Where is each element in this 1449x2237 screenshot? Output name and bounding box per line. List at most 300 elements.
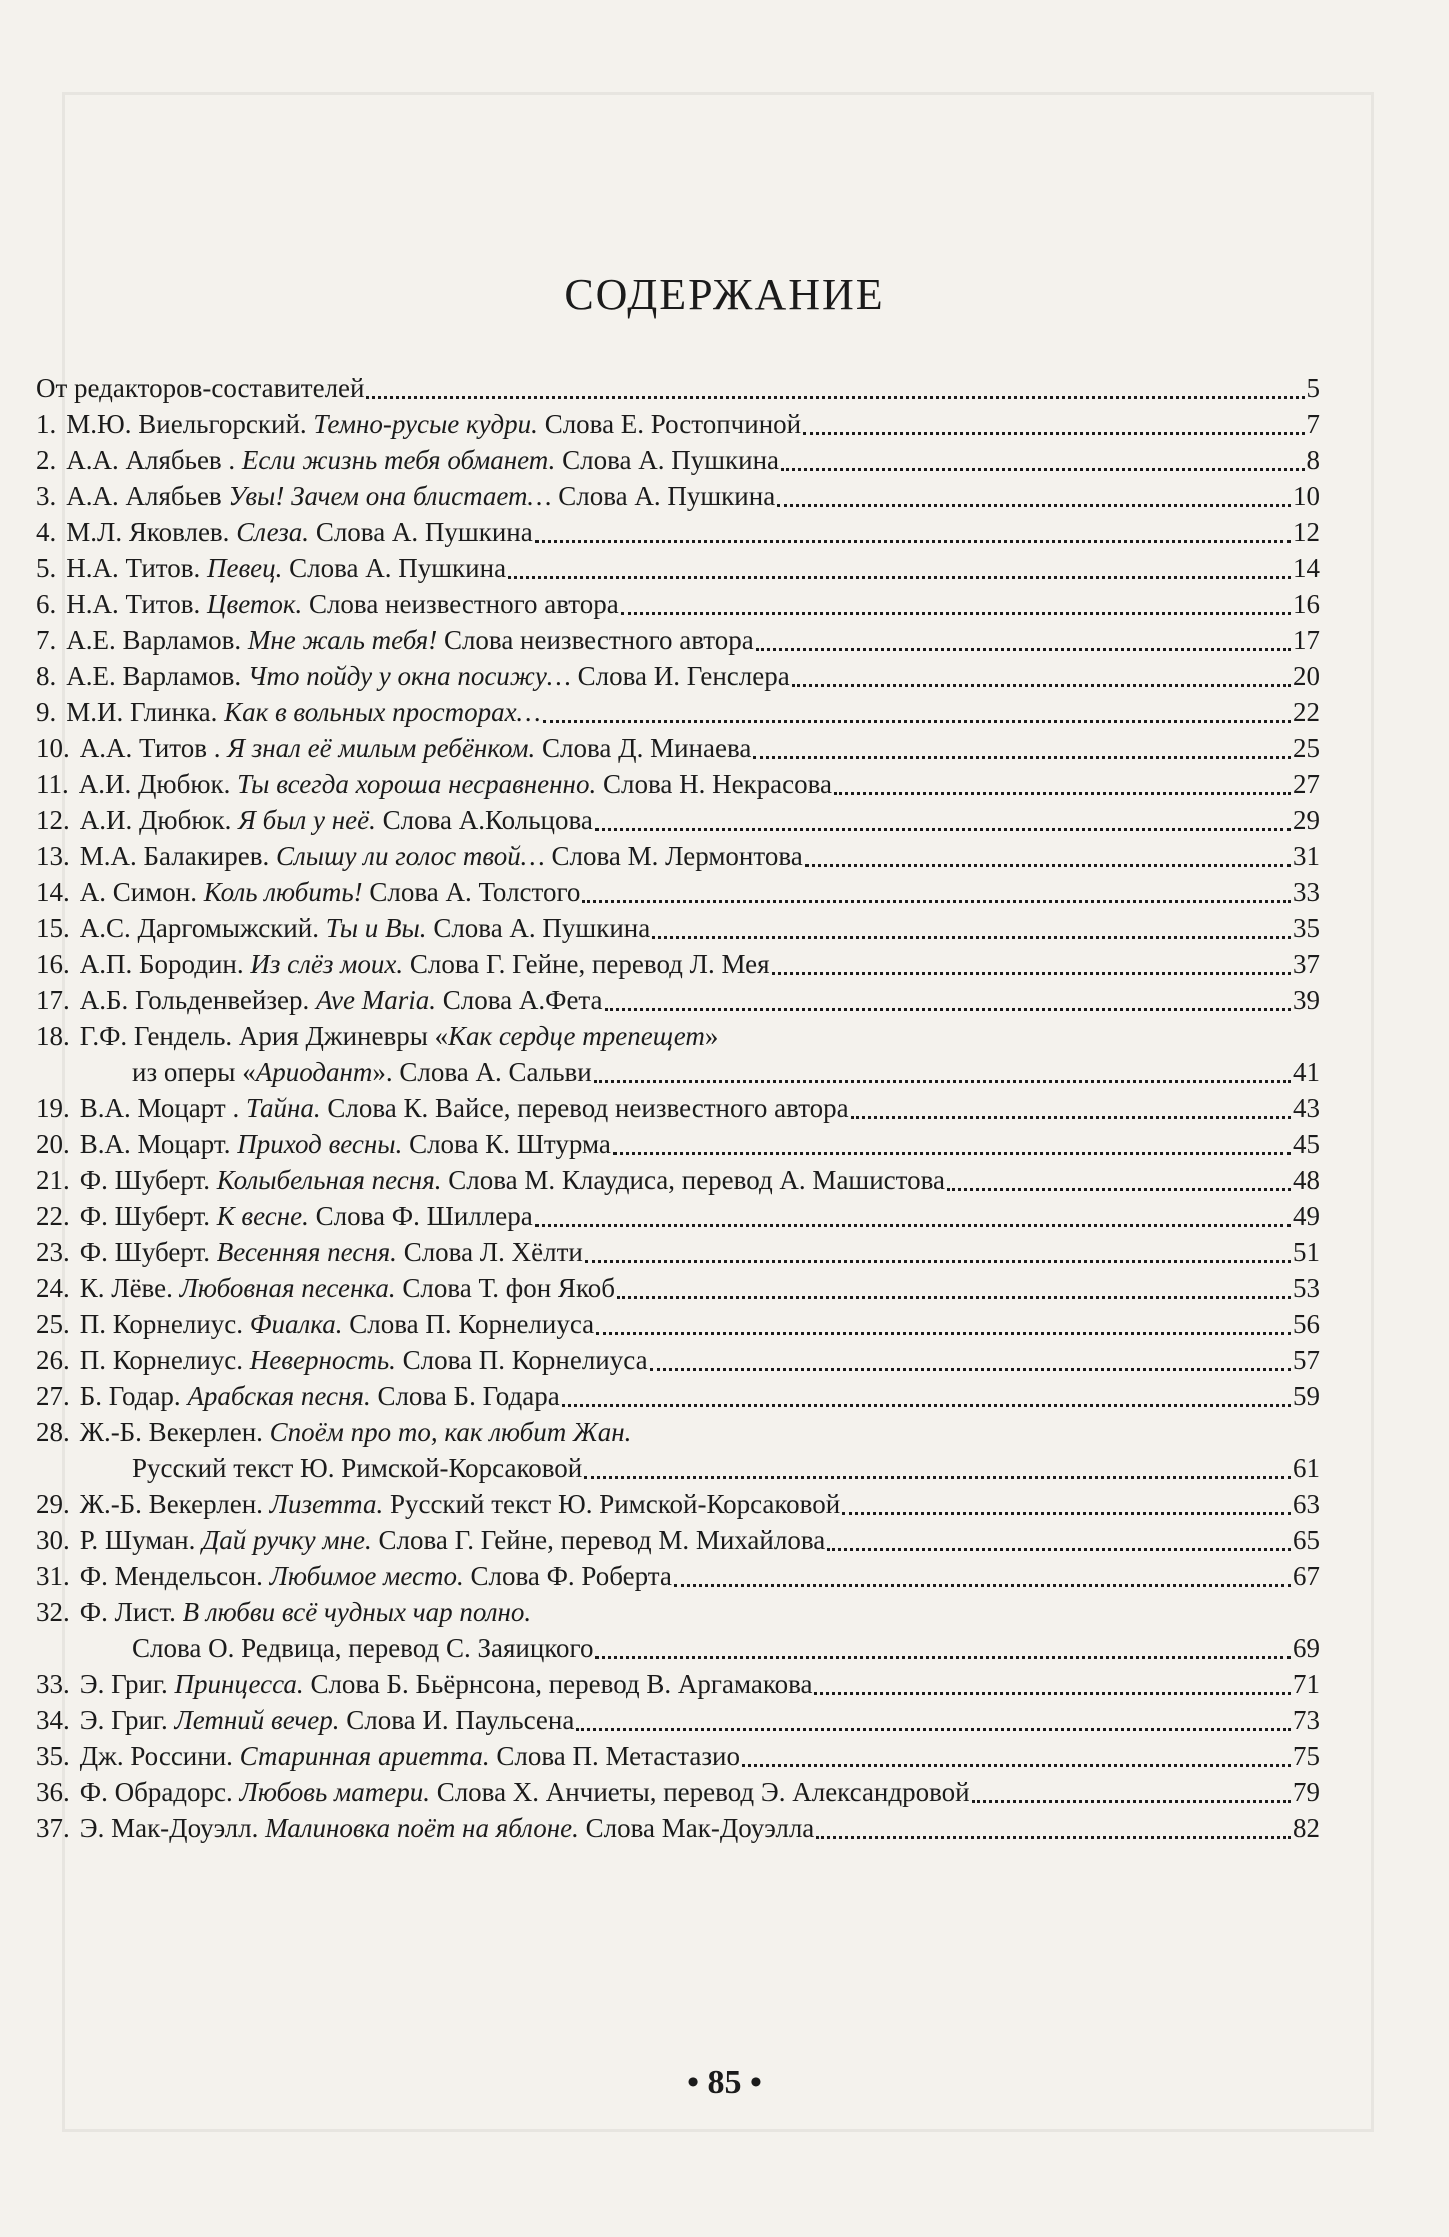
toc-entry-work-title: Я был у неё. xyxy=(238,805,376,835)
toc-entry xyxy=(36,1774,1320,1810)
toc-entry-work-title: Слеза. xyxy=(236,517,310,547)
toc-entry-author: А.А. Алябьев . xyxy=(66,445,242,475)
toc-entry-credits: Слова М. Лермонтова xyxy=(544,841,803,871)
toc-entry-text xyxy=(36,802,593,838)
toc-entry xyxy=(36,838,1320,874)
toc-entry-number: 20. xyxy=(36,1129,70,1159)
toc-entry-text xyxy=(36,550,506,586)
dot-leader xyxy=(562,1404,1291,1407)
toc-entry-number: 36. xyxy=(36,1777,70,1807)
toc-entry xyxy=(36,1378,1320,1414)
toc-entry-author: Ж.-Б. Векерлен. xyxy=(79,1417,270,1447)
dot-leader xyxy=(756,648,1291,651)
toc-entry-number: 35. xyxy=(36,1741,70,1771)
toc-entry-work-title: Как в вольных просторах… xyxy=(224,697,541,727)
toc-entry-page: 33 xyxy=(1293,877,1320,907)
toc-entry-author: А.И. Дюбюк. xyxy=(78,769,238,799)
toc-entry-work-title: Из слёз моих. xyxy=(250,949,404,979)
toc-entry-credits: Слова Ф. Роберта xyxy=(463,1561,672,1591)
toc-entry-page: 29 xyxy=(1293,805,1320,835)
toc-entry-work-title: Фиалка. xyxy=(249,1309,343,1339)
toc-entry-text xyxy=(36,1486,840,1522)
toc-entry-work-title: Приход весны. xyxy=(237,1129,403,1159)
toc-entry-page: 35 xyxy=(1293,913,1320,943)
toc-entry-number: 18. xyxy=(36,1021,70,1051)
toc-entry-credits: Слова А.Фета xyxy=(436,985,603,1015)
toc-entry-credits: Слова Г. Гейне, перевод Л. Мея xyxy=(403,949,770,979)
toc-entry-page: 22 xyxy=(1293,697,1320,727)
toc-entry-number: 13. xyxy=(36,841,70,871)
toc-entry-work-title: Ариодант xyxy=(255,1057,373,1087)
toc-entry-number: 26. xyxy=(36,1345,70,1375)
toc-entry-number: 23. xyxy=(36,1237,70,1267)
toc-entry-text xyxy=(36,1450,582,1486)
toc-entry-number: 15. xyxy=(36,913,70,943)
toc-entry-number: 2. xyxy=(36,445,57,475)
toc-entry-number: 28. xyxy=(36,1417,70,1447)
toc-entry-number: 19. xyxy=(36,1093,70,1123)
toc-entry-work-title: Дай ручку мне. xyxy=(202,1525,372,1555)
dot-leader xyxy=(792,684,1291,687)
toc-entry xyxy=(36,658,1320,694)
toc-entry xyxy=(36,1054,1320,1090)
toc-entry-credits: Слова Л. Хёлти xyxy=(396,1237,583,1267)
toc-entry-work-title: В любви всё чудных чар полно. xyxy=(182,1597,532,1627)
toc-entry-credits: Слова неизвестного автора xyxy=(302,589,619,619)
dot-leader xyxy=(814,1692,1291,1695)
dot-leader xyxy=(596,1332,1291,1335)
toc-entry xyxy=(36,1306,1320,1342)
toc-entry-work-title: Любовь матери. xyxy=(239,1777,430,1807)
toc-entry-text xyxy=(36,874,580,910)
toc-entry-number: 17. xyxy=(36,985,70,1015)
toc-entry-text xyxy=(36,946,770,982)
toc-entry-work-title: Малиновка поёт на яблоне. xyxy=(265,1813,579,1843)
toc-entry-credits: Слова Г. Гейне, перевод М. Михайлова xyxy=(371,1525,826,1555)
toc-entry-text xyxy=(36,442,779,478)
toc-entry-author: К. Лёве. xyxy=(79,1273,180,1303)
toc-entry-text xyxy=(36,730,751,766)
toc-entry-text xyxy=(36,1630,593,1666)
toc-entry-number: 8. xyxy=(36,661,57,691)
toc-entry-work-title: Споём про то, как любит Жан. xyxy=(269,1417,632,1447)
toc-entry-work-title: К весне. xyxy=(216,1201,309,1231)
toc-entry-author: Э. Григ. xyxy=(79,1669,175,1699)
toc-entry-number: 12. xyxy=(36,805,70,835)
toc-entry-text xyxy=(36,514,533,550)
toc-entry-text xyxy=(36,622,754,658)
toc-entry-text xyxy=(36,766,832,802)
toc-entry-credits: Слова Ф. Шиллера xyxy=(308,1201,533,1231)
toc-entry xyxy=(36,910,1320,946)
dot-leader xyxy=(805,864,1291,867)
toc-entry-page: 14 xyxy=(1293,553,1320,583)
toc-entry-author: А.Е. Варламов. xyxy=(66,661,248,691)
toc-entry-text xyxy=(36,586,619,622)
toc-entry-number: 34. xyxy=(36,1705,70,1735)
dot-leader xyxy=(366,396,1304,399)
toc-entry-author: Дж. Россини. xyxy=(79,1741,240,1771)
toc-entry-number: 4. xyxy=(36,517,57,547)
toc-entry-author: Н.А. Титов. xyxy=(66,553,207,583)
toc-entry-page: 8 xyxy=(1306,445,1320,475)
dot-leader xyxy=(535,1224,1291,1227)
toc-entry-text xyxy=(36,1234,583,1270)
toc-entry-author: А.Е. Варламов. xyxy=(66,625,248,655)
toc-entry-number: 1. xyxy=(36,409,57,439)
toc-entry-credits: Слова П. Метастазио xyxy=(489,1741,740,1771)
toc-entry-number: 22. xyxy=(36,1201,70,1231)
toc-entry-work-title: Что пойду у окна посижу… xyxy=(247,661,571,691)
toc-entry-text xyxy=(36,1342,648,1378)
toc-entry-credits: Слова Д. Минаева xyxy=(535,733,752,763)
toc-entry-page: 5 xyxy=(1306,373,1320,403)
toc-entry-author: Ж.-Б. Векерлен. xyxy=(79,1489,270,1519)
toc-entry-page: 17 xyxy=(1293,625,1320,655)
toc-entry-author: Ф. Мендельсон. xyxy=(79,1561,270,1591)
dot-leader xyxy=(543,720,1291,723)
toc-entry xyxy=(36,586,1320,622)
toc-entry-number: 32. xyxy=(36,1597,70,1627)
toc-entry-text xyxy=(36,1414,631,1450)
toc-entry-credits: Слова А. Пушкина xyxy=(551,481,776,511)
toc-entry-page: 12 xyxy=(1293,517,1320,547)
dot-leader xyxy=(508,576,1291,579)
toc-entry xyxy=(36,514,1320,550)
toc-entry-work-title: Тайна. xyxy=(245,1093,321,1123)
toc-entry-page: 71 xyxy=(1293,1669,1320,1699)
dot-leader xyxy=(652,936,1291,939)
toc-entry-credits: Слова Т. фон Якоб xyxy=(395,1273,615,1303)
toc-entry-number: 11. xyxy=(36,769,69,799)
toc-entry-credits: Слова А. Пушкина xyxy=(282,553,507,583)
toc-entry-number: 31. xyxy=(36,1561,70,1591)
toc-entry xyxy=(36,478,1320,514)
toc-entry-page: 41 xyxy=(1293,1057,1320,1087)
toc-entry-text xyxy=(36,1162,945,1198)
toc-entry-page: 27 xyxy=(1293,769,1320,799)
toc-entry-credits: Слова Мак-Доуэлла xyxy=(578,1813,815,1843)
toc-entry-credits: Слова А. Пушкина xyxy=(555,445,780,475)
toc-entry-text xyxy=(36,1702,574,1738)
toc-entry-text xyxy=(36,1018,718,1054)
toc-entry xyxy=(36,622,1320,658)
toc-entry-author: А. Симон. xyxy=(79,877,204,907)
toc-entry-credits: Слова А. Пушкина xyxy=(309,517,533,547)
toc-entry-work-title: Если жизнь тебя обманет. xyxy=(241,445,556,475)
toc-entry-work-title: Коль любить! xyxy=(203,877,363,907)
toc-entry-page: 57 xyxy=(1293,1345,1320,1375)
toc-entry-work-title: Неверность. xyxy=(249,1345,396,1375)
dot-leader xyxy=(584,1476,1291,1479)
dot-leader xyxy=(613,1152,1291,1155)
toc-entry-work-title: Арабская песня. xyxy=(187,1381,371,1411)
dot-leader xyxy=(947,1188,1291,1191)
toc-entry xyxy=(36,1666,1320,1702)
toc-entry-number: 33. xyxy=(36,1669,70,1699)
toc-entry-credits: Слова Е. Ростопчиной xyxy=(537,409,802,439)
toc-entry-author: Г.Ф. Гендель. Ария Джиневры « xyxy=(79,1021,449,1051)
toc-entry-page: 48 xyxy=(1293,1165,1320,1195)
toc-entry-author: Э. Мак-Доуэлл. xyxy=(79,1813,266,1843)
toc-entry-text xyxy=(36,1558,672,1594)
toc-entry-author: М.Ю. Виельгорский. xyxy=(66,409,314,439)
toc-entry-text xyxy=(36,478,775,514)
toc-entry-author: Ф. Шуберт. xyxy=(79,1201,217,1231)
dot-leader xyxy=(650,1368,1291,1371)
toc-entry-author: А.А. Алябьев xyxy=(66,481,229,511)
dot-leader xyxy=(595,828,1291,831)
toc-entry-page: 51 xyxy=(1293,1237,1320,1267)
toc-entry-work-title: Ты всегда хороша несравненно. xyxy=(237,769,597,799)
dot-leader xyxy=(535,540,1291,543)
toc-entry xyxy=(36,766,1320,802)
toc-entry-number: 25. xyxy=(36,1309,70,1339)
toc-entry-work-title: Колыбельная песня. xyxy=(216,1165,442,1195)
dot-leader xyxy=(834,792,1291,795)
toc-entry-page: 82 xyxy=(1293,1813,1320,1843)
toc-entry-credits: Слова Н. Некрасова xyxy=(596,769,833,799)
toc-entry-author: Русский текст Ю. Римской-Корсаковой xyxy=(132,1453,583,1483)
toc-entry-work-title: Слышу ли голос твой… xyxy=(276,841,545,871)
toc-entry-text xyxy=(36,838,803,874)
toc-entry-author: В.А. Моцарт . xyxy=(79,1093,246,1123)
toc-entry xyxy=(36,370,1320,406)
toc-entry-credits: Слова М. Клаудиса, перевод А. Машистова xyxy=(441,1165,945,1195)
toc-entry xyxy=(36,1270,1320,1306)
toc-entry-credits: ». Слова А. Сальви xyxy=(372,1057,592,1087)
toc-entry-page: 67 xyxy=(1293,1561,1320,1591)
toc-entry-work-title: Темно-русые кудри. xyxy=(313,409,538,439)
toc-entry xyxy=(36,1126,1320,1162)
dot-leader xyxy=(851,1116,1291,1119)
dot-leader xyxy=(972,1800,1291,1803)
toc-entry-author: Ф. Шуберт. xyxy=(79,1237,217,1267)
toc-entry-page: 43 xyxy=(1293,1093,1320,1123)
toc-entry-page: 39 xyxy=(1293,985,1320,1015)
toc-entry-number: 24. xyxy=(36,1273,70,1303)
toc-entry-author: из оперы « xyxy=(132,1057,256,1087)
toc-entry-credits: Русский текст Ю. Римской-Корсаковой xyxy=(383,1489,841,1519)
toc-entry-work-title: Любимое место. xyxy=(269,1561,464,1591)
toc-entry-credits: Слова И. Паульсена xyxy=(339,1705,575,1735)
toc-entry-page: 56 xyxy=(1293,1309,1320,1339)
toc-entry-author: В.А. Моцарт. xyxy=(79,1129,238,1159)
toc-entry-work-title: Старинная ариетта. xyxy=(239,1741,490,1771)
toc-entry-text xyxy=(36,694,541,730)
toc-entry-credits: Слова П. Корнелиуса xyxy=(342,1309,595,1339)
toc-entry-author: А.А. Титов . xyxy=(79,733,228,763)
toc-entry-page: 73 xyxy=(1293,1705,1320,1735)
toc-entry-number: 9. xyxy=(36,697,57,727)
toc-entry xyxy=(36,1018,1320,1054)
toc-entry-page: 65 xyxy=(1293,1525,1320,1555)
dot-leader xyxy=(777,504,1291,507)
toc-entry-page: 63 xyxy=(1293,1489,1320,1519)
toc-entry-number: 29. xyxy=(36,1489,70,1519)
toc-entry xyxy=(36,1558,1320,1594)
toc-entry-author: Слова О. Редвица, перевод С. Заяицкого xyxy=(132,1633,594,1663)
dot-leader xyxy=(617,1296,1291,1299)
toc-entry-text xyxy=(36,406,801,442)
toc-entry-page: 59 xyxy=(1293,1381,1320,1411)
toc-entry-credits: Слова П. Корнелиуса xyxy=(395,1345,648,1375)
toc-entry-number: 6. xyxy=(36,589,57,619)
toc-entry xyxy=(36,550,1320,586)
dot-leader xyxy=(576,1728,1291,1731)
toc-entry xyxy=(36,946,1320,982)
toc-entry-author: Н.А. Титов. xyxy=(66,589,207,619)
toc-entry xyxy=(36,1810,1320,1846)
toc-entry-author: П. Корнелиус. xyxy=(79,1309,250,1339)
dot-leader xyxy=(605,1008,1291,1011)
toc-entry-number: 3. xyxy=(36,481,57,511)
dot-leader xyxy=(842,1512,1291,1515)
toc-entry xyxy=(36,1738,1320,1774)
toc-entry-text xyxy=(36,1090,849,1126)
toc-entry-text xyxy=(36,910,650,946)
toc-entry-page: 75 xyxy=(1293,1741,1320,1771)
toc-entry-author: М.И. Глинка. xyxy=(66,697,225,727)
toc-entry xyxy=(36,1522,1320,1558)
toc-entry-work-title: Ave Maria. xyxy=(316,985,436,1015)
toc-entry xyxy=(36,694,1320,730)
toc-entry-text xyxy=(36,1126,611,1162)
toc-entry xyxy=(36,1486,1320,1522)
toc-entry xyxy=(36,1414,1320,1450)
toc-entry xyxy=(36,1702,1320,1738)
toc-entry-number: 10. xyxy=(36,733,70,763)
toc-entry-author: Э. Григ. xyxy=(79,1705,175,1735)
toc-entry xyxy=(36,1630,1320,1666)
dot-leader xyxy=(781,468,1304,471)
toc-entry-work-title: Любовная песенка. xyxy=(179,1273,396,1303)
dot-leader xyxy=(827,1548,1291,1551)
toc-entry xyxy=(36,406,1320,442)
dot-leader xyxy=(594,1080,1291,1083)
toc-entry-author: М.А. Балакирев. xyxy=(79,841,276,871)
toc-entry-number: 5. xyxy=(36,553,57,583)
toc-entry-credits: Слова К. Штурма xyxy=(402,1129,611,1159)
toc-entry xyxy=(36,442,1320,478)
toc-entry-work-title: Увы! Зачем она блистает… xyxy=(228,481,552,511)
toc-entry xyxy=(36,1234,1320,1270)
toc-entry-author: А.И. Дюбюк. xyxy=(79,805,239,835)
toc-entry-credits: Слова А. Толстого xyxy=(362,877,581,907)
toc-entry-credits: Слова Б. Годара xyxy=(370,1381,560,1411)
toc-entry-credits: » xyxy=(704,1021,719,1051)
toc-entry xyxy=(36,1090,1320,1126)
toc-entry xyxy=(36,1594,1320,1630)
toc-entry xyxy=(36,1450,1320,1486)
toc-entry xyxy=(36,982,1320,1018)
toc-entry-text xyxy=(36,1594,531,1630)
toc-entry-credits: Слова Х. Анчиеты, перевод Э. Александровой xyxy=(429,1777,970,1807)
toc-entry-work-title: Как сердце трепещет xyxy=(448,1021,705,1051)
toc-entry-author: Ф. Обрадорс. xyxy=(79,1777,240,1807)
toc-entry-page: 31 xyxy=(1293,841,1320,871)
toc-entry-text xyxy=(36,1198,533,1234)
toc-entry-page: 53 xyxy=(1293,1273,1320,1303)
toc-entry-text xyxy=(36,982,603,1018)
toc-entry-work-title: Ты и Вы. xyxy=(325,913,427,943)
toc-entry-credits: Слова К. Вайсе, перевод неизвестного автора xyxy=(320,1093,849,1123)
dot-leader xyxy=(585,1260,1291,1263)
toc-entry-page: 49 xyxy=(1293,1201,1320,1231)
toc-entry-author: Ф. Шуберт. xyxy=(79,1165,217,1195)
toc-entry-page: 37 xyxy=(1293,949,1320,979)
toc-entry-page: 7 xyxy=(1306,409,1320,439)
toc-entry-text xyxy=(36,1270,615,1306)
page-title: СОДЕРЖАНИЕ xyxy=(564,270,885,320)
toc-entry-work-title: Летний вечер. xyxy=(174,1705,340,1735)
dot-leader xyxy=(621,612,1291,615)
page-number: • 85 • xyxy=(687,2064,762,2101)
toc-entry xyxy=(36,1342,1320,1378)
toc-entry-text xyxy=(36,1522,825,1558)
dot-leader xyxy=(753,756,1291,759)
toc-entry-number: 30. xyxy=(36,1525,70,1555)
table-of-contents xyxy=(36,370,1320,1846)
toc-entry-work-title: Весенняя песня. xyxy=(216,1237,397,1267)
toc-entry xyxy=(36,730,1320,766)
toc-entry-number: 16. xyxy=(36,949,70,979)
toc-entry-text xyxy=(36,1378,560,1414)
toc-entry-author: Р. Шуман. xyxy=(79,1525,203,1555)
toc-entry-work-title: Принцесса. xyxy=(174,1669,304,1699)
toc-entry-page: 61 xyxy=(1293,1453,1320,1483)
dot-leader xyxy=(772,972,1291,975)
dot-leader xyxy=(803,432,1304,435)
toc-entry-author: Б. Годар. xyxy=(79,1381,188,1411)
toc-entry xyxy=(36,1162,1320,1198)
toc-entry-author: От редакторов-составителей xyxy=(36,373,365,403)
dot-leader xyxy=(742,1764,1291,1767)
dot-leader xyxy=(816,1836,1291,1839)
toc-entry-author: А.Б. Гольденвейзер. xyxy=(79,985,317,1015)
toc-entry-page: 16 xyxy=(1293,589,1320,619)
toc-entry-page: 45 xyxy=(1293,1129,1320,1159)
toc-entry-text xyxy=(36,658,790,694)
toc-entry-work-title: Певец. xyxy=(206,553,283,583)
toc-entry-number: 37. xyxy=(36,1813,70,1843)
toc-entry-page: 10 xyxy=(1293,481,1320,511)
toc-entry xyxy=(36,802,1320,838)
toc-entry-text xyxy=(36,1054,592,1090)
toc-entry xyxy=(36,874,1320,910)
dot-leader xyxy=(582,900,1291,903)
toc-entry-credits: Слова Б. Бьёрнсона, перевод В. Аргамакова xyxy=(303,1669,813,1699)
toc-entry-credits: Слова А.Кольцова xyxy=(375,805,593,835)
toc-entry-text xyxy=(36,1306,594,1342)
toc-entry-text xyxy=(36,1666,812,1702)
toc-entry xyxy=(36,1198,1320,1234)
toc-entry-number: 14. xyxy=(36,877,70,907)
toc-entry-number: 7. xyxy=(36,625,57,655)
toc-entry-number: 21. xyxy=(36,1165,70,1195)
toc-entry-page: 69 xyxy=(1293,1633,1320,1663)
toc-entry-author: А.С. Даргомыжский. xyxy=(79,913,326,943)
toc-entry-author: М.Л. Яковлев. xyxy=(66,517,237,547)
toc-entry-text xyxy=(36,1810,814,1846)
toc-entry-page: 25 xyxy=(1293,733,1320,763)
toc-entry-author: А.П. Бородин. xyxy=(79,949,251,979)
toc-entry-credits: Слова неизвестного автора xyxy=(437,625,754,655)
toc-entry-work-title: Цветок. xyxy=(206,589,303,619)
toc-entry-text xyxy=(36,370,364,406)
toc-entry-work-title: Лизетта. xyxy=(269,1489,384,1519)
toc-entry-work-title: Мне жаль тебя! xyxy=(247,625,438,655)
